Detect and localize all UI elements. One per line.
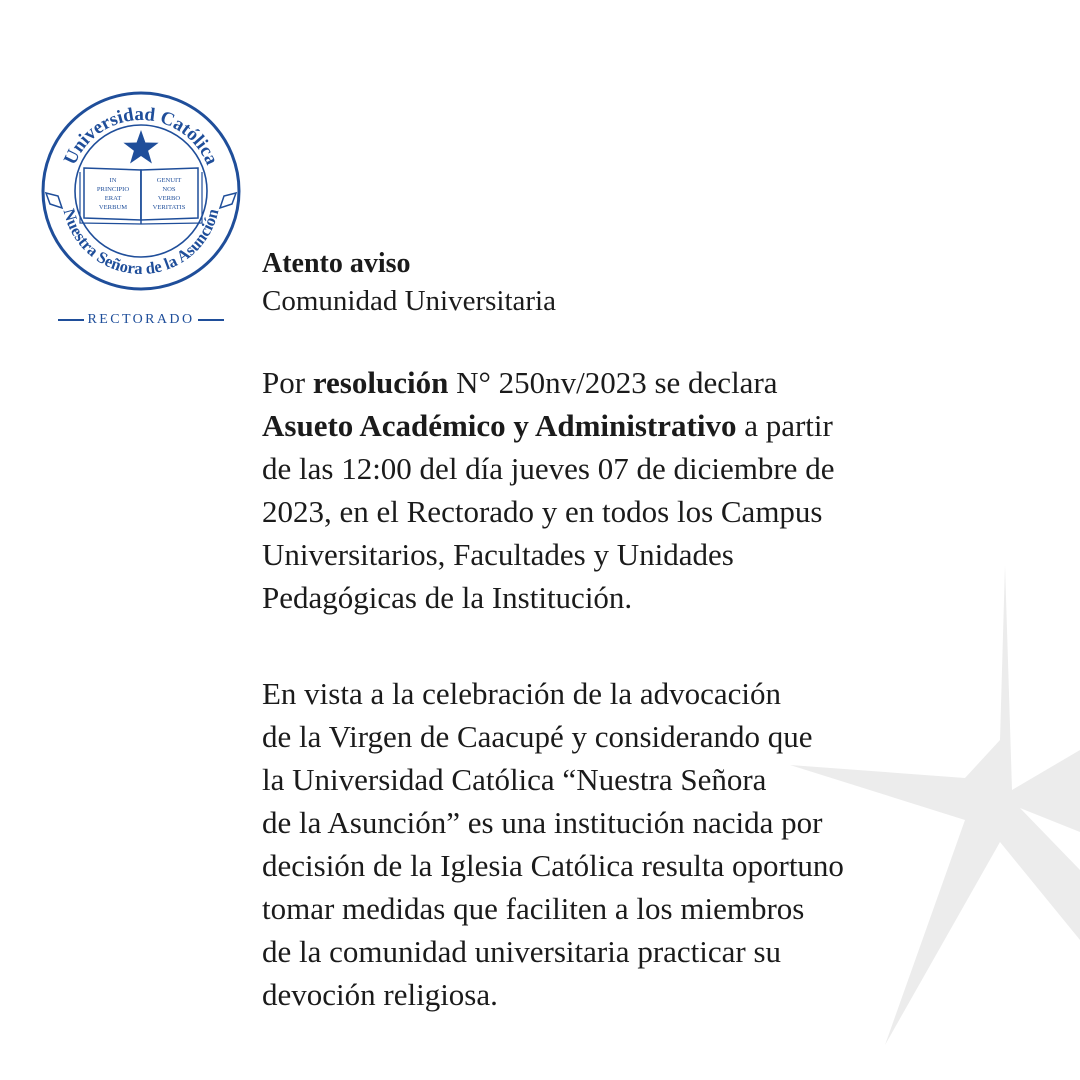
rectorado-text: RECTORADO	[87, 312, 195, 327]
paragraph1-line-5: Universitarios, Facultades y Unidades	[262, 537, 734, 572]
book-right-line-2: NOS	[162, 186, 176, 193]
p1-l1-bold: resolución	[312, 365, 449, 400]
seal-star-icon	[123, 130, 158, 164]
paragraph2-line-8: devoción religiosa.	[262, 977, 498, 1012]
book-left-line-1: IN	[109, 177, 117, 184]
university-seal-logo	[40, 90, 242, 292]
book-left-line-3: ERAT	[104, 195, 122, 202]
paragraph2-line-4: de la Asunción” es una institución nacida por	[262, 805, 823, 840]
seal-top-text: Universidad Católica	[59, 103, 223, 169]
notice-subtitle: Comunidad Universitaria	[262, 285, 556, 317]
rectorado-dash-right	[198, 319, 224, 321]
seal-book-icon	[80, 168, 202, 224]
paragraph1-line-4: 2023, en el Rectorado y en todos los Campus	[262, 494, 823, 529]
paragraph2-line-7: de la comunidad universitaria practicar su	[262, 934, 782, 969]
p1-l2-bold: Asueto Académico y Administrativo	[262, 408, 737, 443]
book-right-line-1: GENUIT	[156, 177, 182, 184]
seal-bottom-text: Nuestra Señora de la Asunción	[59, 206, 223, 279]
book-left-line-4: VERBUM	[98, 204, 128, 211]
paragraph2-line-3: la Universidad Católica “Nuestra Señora	[262, 762, 767, 797]
p1-l2-b: a partir	[736, 408, 833, 443]
notice-title: Atento aviso	[262, 248, 411, 279]
paragraph2-line-1: En vista a la celebración de la advocación	[262, 676, 781, 711]
paragraph1-line-1	[262, 361, 982, 404]
paragraph2-line-5: decisión de la Iglesia Católica resulta oportuno	[262, 848, 844, 883]
paragraph2-line-2: de la Virgen de Caacupé y considerando que	[262, 719, 813, 754]
book-right-line-4: VERITATIS	[152, 204, 186, 211]
rectorado-dash-left	[58, 319, 84, 321]
notice-header	[262, 248, 556, 322]
paragraph2-line-6: tomar medidas que faciliten a los miembros	[262, 891, 805, 926]
book-left-line-2: PRINCIPIO	[96, 186, 130, 193]
reason-paragraph	[262, 672, 982, 1016]
rectorado-label	[40, 312, 242, 328]
p1-l1-c: N° 250nv/2023 se declara	[448, 365, 778, 400]
paragraph1-line-2	[262, 404, 982, 447]
p1-l1-a: Por	[262, 365, 313, 400]
paragraph1-line-6: Pedagógicas de la Institución.	[262, 580, 633, 615]
resolution-paragraph	[262, 361, 982, 619]
paragraph1-line-3: de las 12:00 del día jueves 07 de diciembre de	[262, 451, 835, 486]
book-right-line-3: VERBO	[157, 195, 181, 202]
